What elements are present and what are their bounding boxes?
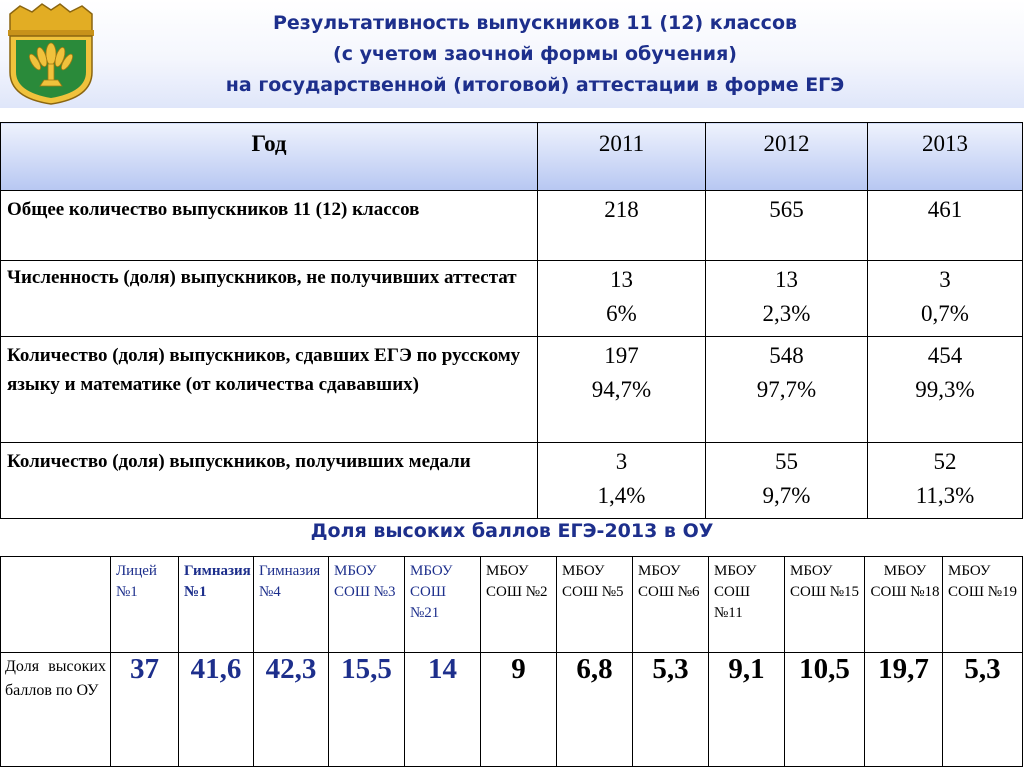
value-cell — [706, 191, 868, 261]
count-value: 454 — [927, 343, 963, 368]
school-name-cell: МБОУ СОШ №18 — [865, 557, 943, 653]
count-value: 55 — [775, 449, 798, 474]
value-cell — [706, 337, 868, 443]
schools-table-title: Доля высоких баллов ЕГЭ-2013 в ОУ — [310, 520, 714, 542]
percent-value: 1,4% — [597, 483, 646, 508]
school-name-cell: МБОУ СОШ №2 — [481, 557, 557, 653]
score-share-value: 41,6 — [179, 653, 254, 767]
school-name-cell: МБОУ СОШ №15 — [785, 557, 865, 653]
year-2013-cell: 2013 — [868, 123, 1023, 191]
table-header-row — [1, 123, 1023, 191]
table-row — [1, 191, 1023, 261]
table-row — [1, 337, 1023, 443]
count-value: 548 — [769, 343, 804, 368]
score-share-value: 9,1 — [709, 653, 785, 767]
percent-value: 2,3% — [762, 301, 811, 326]
count-value: 3 — [939, 267, 951, 292]
score-share-value: 9 — [481, 653, 557, 767]
year-header-cell: Год — [1, 123, 538, 191]
title-line-2: (с учетом заочной формы обучения) — [333, 43, 737, 65]
value-cell — [538, 443, 706, 519]
count-value: 197 — [604, 343, 639, 368]
percent-value: 99,3% — [915, 377, 975, 402]
value-cell — [706, 443, 868, 519]
title-line-1: Результативность выпускников 11 (12) классов — [272, 12, 798, 34]
year-2011-cell: 2011 — [538, 123, 706, 191]
value-cell — [538, 261, 706, 337]
score-share-value: 5,3 — [633, 653, 709, 767]
value-cell — [868, 443, 1023, 519]
percent-value: 94,7% — [591, 377, 652, 402]
percent-value: 6% — [606, 301, 637, 326]
page-title — [120, 8, 950, 101]
score-share-value: 42,3 — [254, 653, 329, 767]
score-share-value: 15,5 — [329, 653, 405, 767]
row-label: Доля высоких баллов по ОУ — [1, 653, 111, 767]
value-cell — [538, 191, 706, 261]
value-cell — [538, 337, 706, 443]
count-value: 565 — [769, 197, 804, 222]
school-name-cell: МБОУ СОШ №5 — [557, 557, 633, 653]
school-name-cell: Гимназия №1 — [179, 557, 254, 653]
row-label: Общее количество выпускников 11 (12) классов — [1, 191, 538, 261]
value-cell — [868, 261, 1023, 337]
school-name-cell: МБОУ СОШ №19 — [943, 557, 1023, 653]
row-label: Количество (доля) выпускников, получивших медали — [1, 443, 538, 519]
title-line-3: на государственной (итоговой) аттестации в форме ЕГЭ — [225, 74, 845, 96]
row-label: Количество (доля) выпускников, сдавших ЕГЭ по русскому языку и математике (от количества сдававших) — [1, 337, 538, 443]
table-row — [1, 261, 1023, 337]
score-share-value: 14 — [405, 653, 481, 767]
school-name-cell: МБОУ СОШ №11 — [709, 557, 785, 653]
count-value: 218 — [604, 197, 639, 222]
count-value: 13 — [775, 267, 798, 292]
count-value: 13 — [610, 267, 633, 292]
value-cell — [868, 337, 1023, 443]
school-name-cell: МБОУ СОШ №21 — [405, 557, 481, 653]
score-share-value: 19,7 — [865, 653, 943, 767]
graduates-results-table — [0, 122, 1023, 519]
empty-corner-cell — [1, 557, 111, 653]
value-cell — [706, 261, 868, 337]
city-coat-of-arms-icon — [2, 2, 100, 106]
count-value: 461 — [927, 197, 963, 222]
schools-header-row — [1, 557, 1023, 653]
school-name-cell: Лицей №1 — [111, 557, 179, 653]
value-cell — [868, 191, 1023, 261]
count-value: 3 — [615, 449, 628, 474]
table-row — [1, 443, 1023, 519]
school-name-cell: Гимназия №4 — [254, 557, 329, 653]
school-name-cell: МБОУ СОШ №3 — [329, 557, 405, 653]
score-share-value: 10,5 — [785, 653, 865, 767]
high-scores-by-school-table — [0, 556, 1023, 767]
school-name-cell: МБОУ СОШ №6 — [633, 557, 709, 653]
schools-values-row — [1, 653, 1023, 767]
row-label: Численность (доля) выпускников, не получивших аттестат — [1, 261, 538, 337]
year-2012-cell: 2012 — [706, 123, 868, 191]
percent-value: 97,7% — [756, 377, 817, 402]
score-share-value: 37 — [111, 653, 179, 767]
percent-value: 9,7% — [762, 483, 811, 508]
score-share-value: 5,3 — [943, 653, 1023, 767]
percent-value: 0,7% — [921, 301, 969, 326]
count-value: 52 — [933, 449, 957, 474]
percent-value: 11,3% — [915, 483, 975, 508]
score-share-value: 6,8 — [557, 653, 633, 767]
